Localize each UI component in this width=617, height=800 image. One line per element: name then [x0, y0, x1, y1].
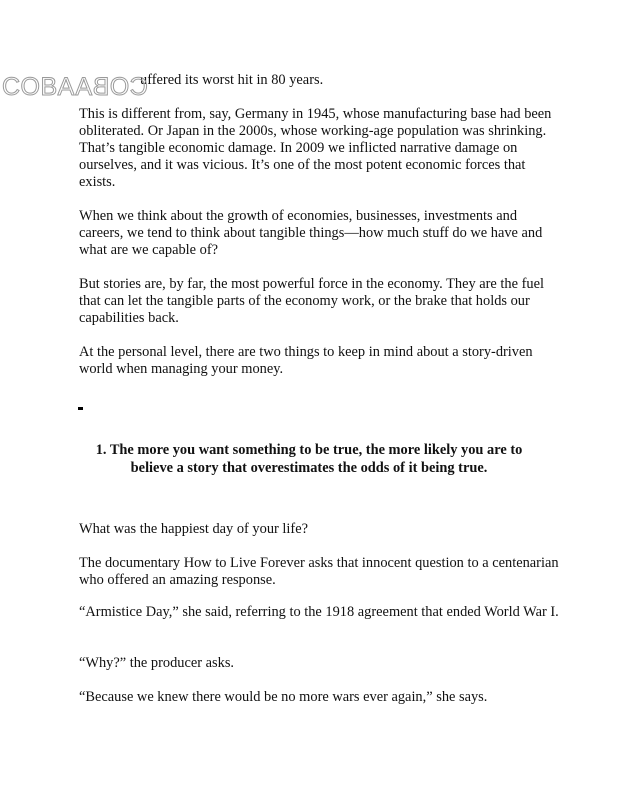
bullet-marker: [78, 407, 83, 410]
text-line-continuation: uffered its worst hit in 80 years.: [140, 72, 324, 88]
paragraph: But stories are, by far, the most powerful force in the economy. They are the fuel that can let the tangible parts of the economy work, or the brake that holds our capabilities back.: [79, 276, 544, 326]
paragraph: This is different from, say, Germany in 1945, whose manufacturing base had been obliterated. Or Japan in the 2000s, whose working-age population was shrinking. That’s tangible economic damage. In 2009 we inflicted narrative damage on ourselves, and it was vicious. It’s one of the most potent economic forces that exists.: [79, 106, 552, 190]
paragraph: At the personal level, there are two things to keep in mind about a story-driven world when managing your money.: [79, 344, 533, 377]
paragraph: What was the happiest day of your life?: [79, 521, 308, 537]
watermark-text: COBA: [2, 73, 75, 101]
paragraph: “Armistice Day,” she said, referring to the 1918 agreement that ended World War I.: [79, 604, 559, 620]
watermark-logo: [2, 75, 148, 100]
paragraph: “Because we knew there would be no more wars ever again,” she says.: [79, 689, 488, 705]
watermark-text-mirrored: COBA: [74, 73, 148, 101]
paragraph: When we think about the growth of economies, businesses, investments and careers, we tend to think about tangible things—how much stuff do we have and what are we capable of?: [79, 208, 543, 258]
paragraph: The documentary How to Live Forever asks that innocent question to a centenarian who offered an amazing response.: [79, 555, 559, 588]
section-heading: 1. The more you want something to be true, the more likely you are to believe a story that overestimates the odds of it being true.: [95, 442, 523, 476]
paragraph: “Why?” the producer asks.: [79, 655, 235, 671]
